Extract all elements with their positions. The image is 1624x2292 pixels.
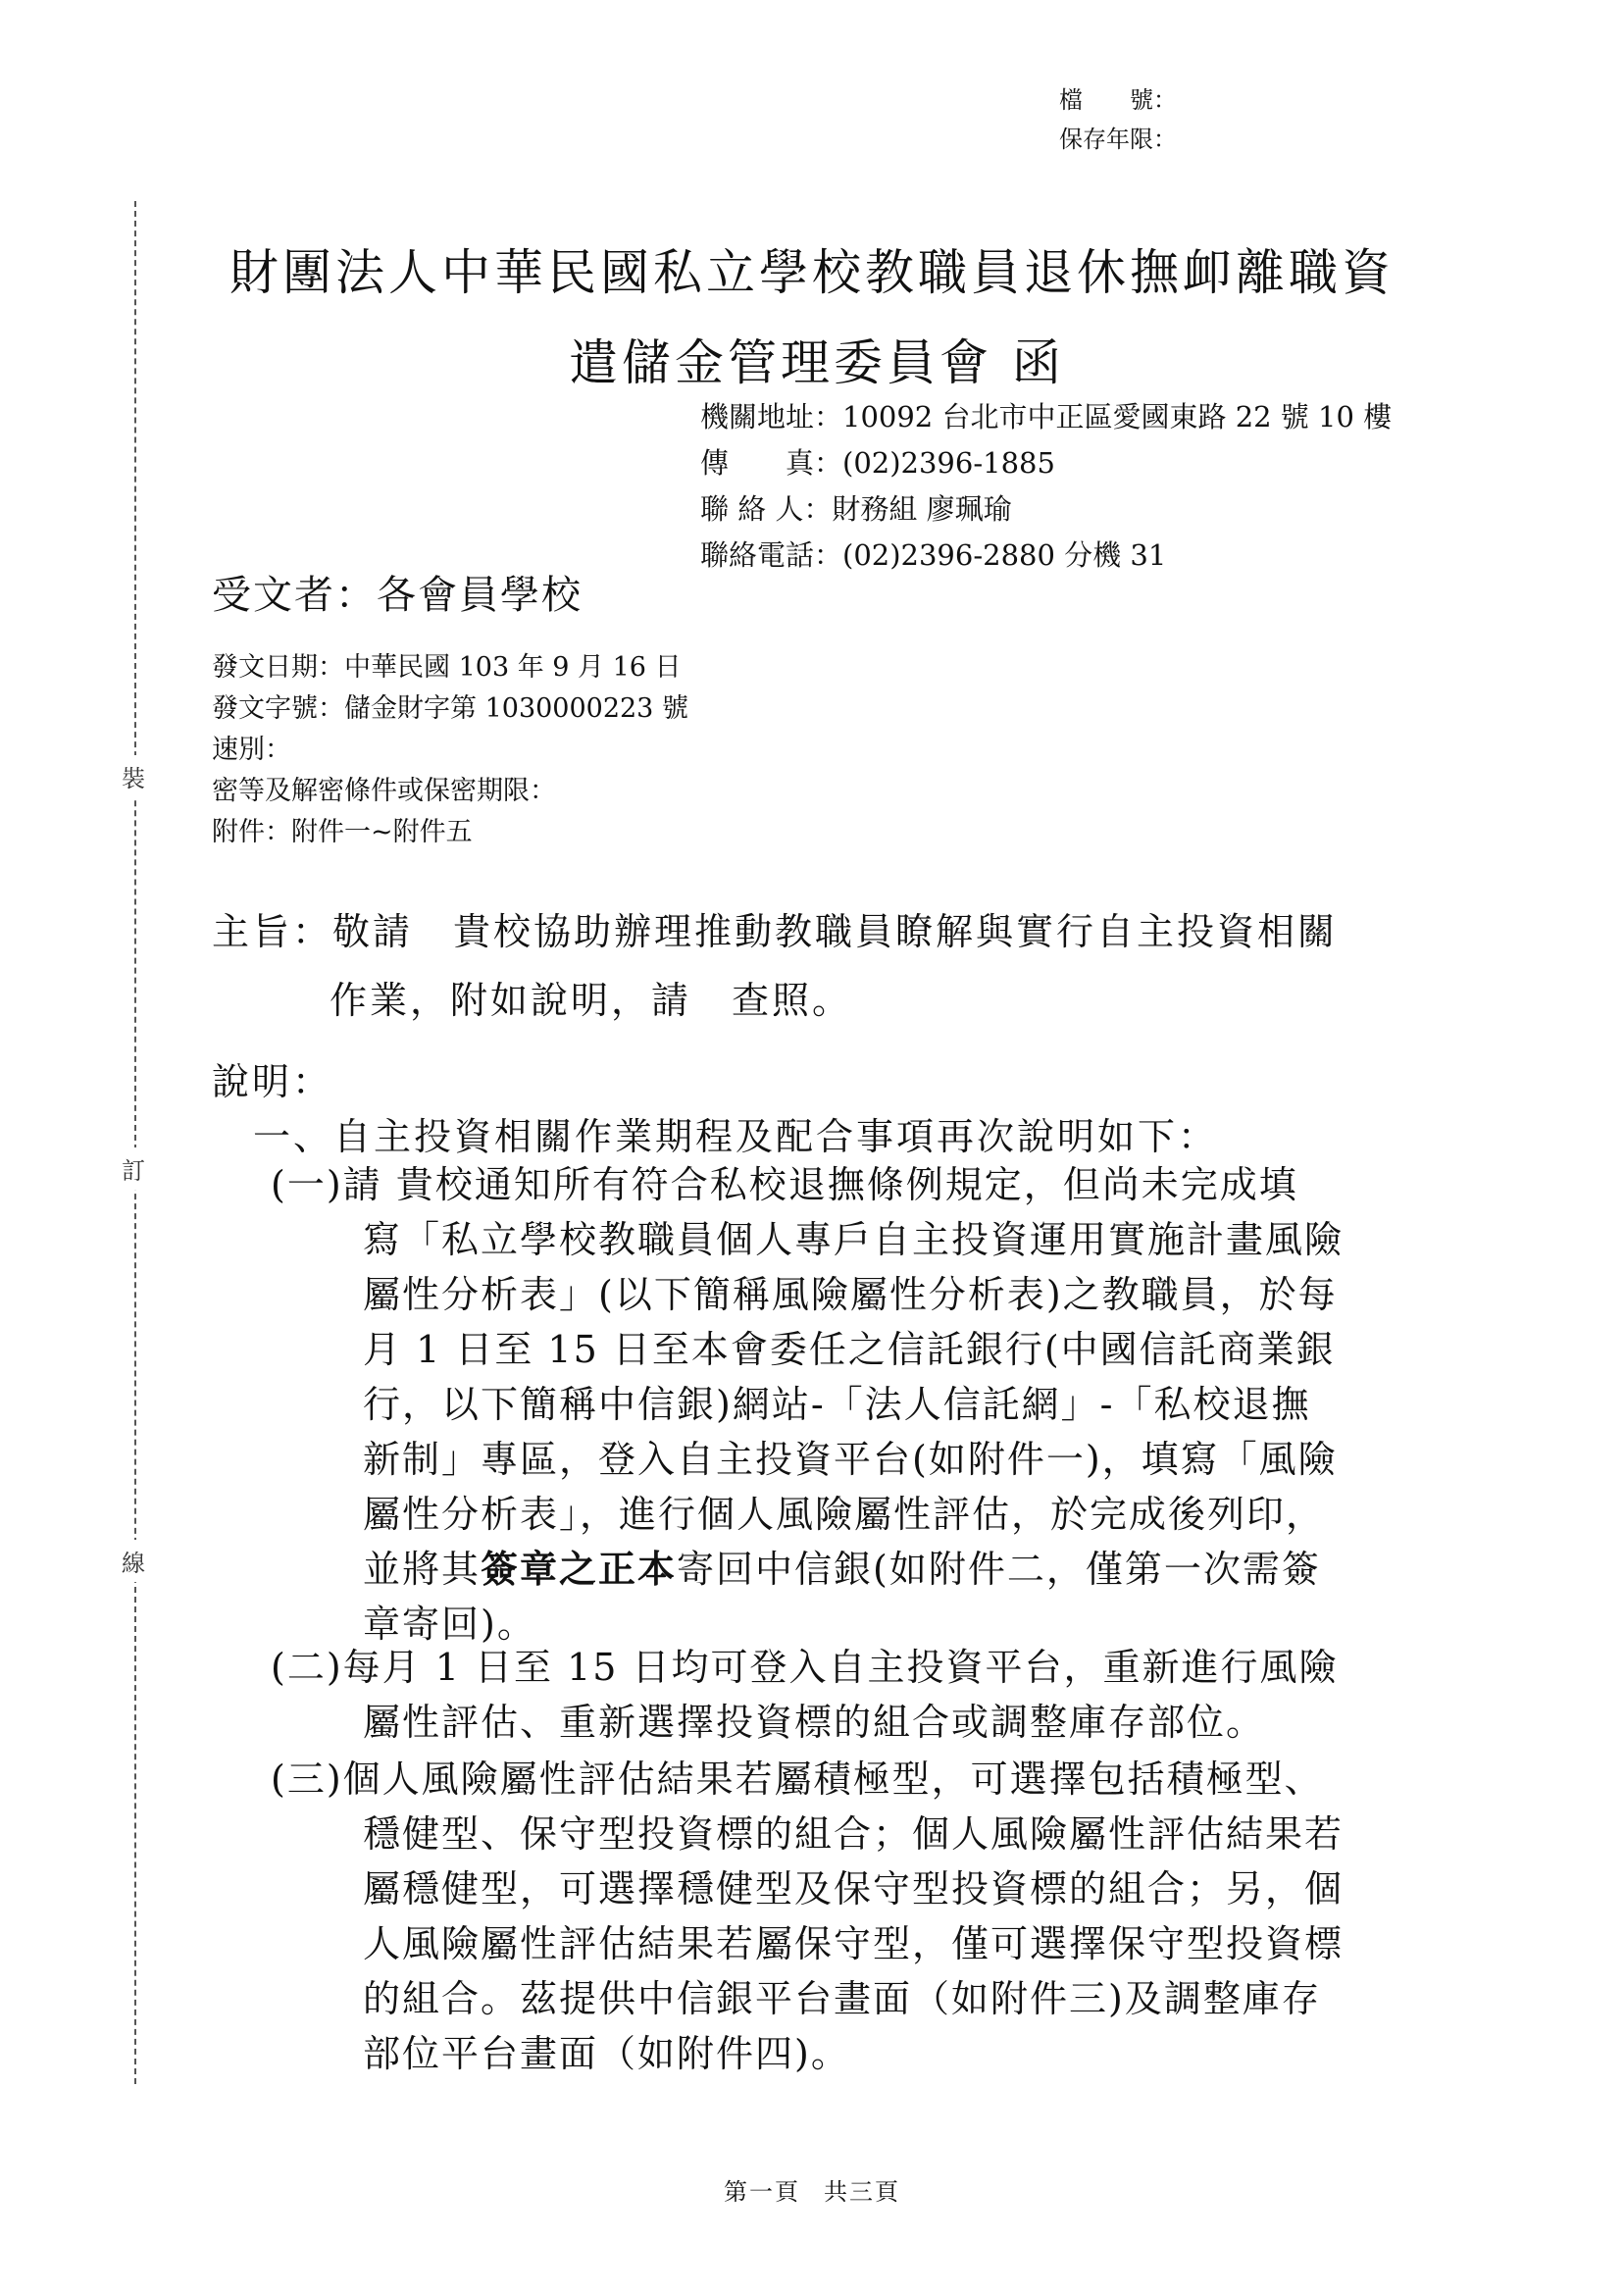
- sub1-line8-bold: 簽章之正本: [481, 1547, 678, 1591]
- attachments: 附件：附件一~附件五: [212, 817, 473, 847]
- document-title-line1: 財團法人中華民國私立學校教職員退休撫卹離職資: [229, 244, 1395, 301]
- contact-person: 聯 絡 人：財務組 廖珮瑜: [700, 492, 1012, 526]
- document-number: 發文字號：儲金財字第 1030000223 號: [212, 693, 688, 724]
- sub-item-3: [271, 1752, 1344, 2081]
- binding-line: [134, 201, 136, 2084]
- sub3-line: 人風險屬性評估結果若屬保守型，僅可選擇保守型投資標: [363, 1922, 1345, 1965]
- binding-char-xian: 線: [122, 1540, 145, 1582]
- sub3-line: 部位平台畫面（如附件四)。: [363, 2032, 850, 2075]
- speed-class: 速別：: [212, 735, 291, 765]
- sub1-line: 行，以下簡稱中信銀)網站-「法人信託網」-「私校退撫: [363, 1383, 1311, 1426]
- sub1-line: 寫「私立學校教職員個人專戶自主投資運用實施計畫風險: [363, 1218, 1345, 1261]
- sub-item-1: [271, 1157, 1344, 1652]
- page-total: 共三頁: [824, 2178, 900, 2206]
- sub1-line8-post: 寄回中信銀(如附件二，僅第一次需簽: [677, 1548, 1321, 1591]
- sub2-line: (二)每月 1 日至 15 日均可登入自主投資平台，重新進行風險: [271, 1646, 1339, 1689]
- sub1-line8-pre: 並將其: [363, 1548, 482, 1591]
- security-level: 密等及解密條件或保密期限：: [212, 776, 556, 806]
- binding-char-ding: 訂: [122, 1147, 145, 1190]
- sub3-line: (三)個人風險屬性評估結果若屬積極型，可選擇包括積極型、: [271, 1757, 1324, 1801]
- item1-title: 一、自主投資相關作業期程及配合事項再次說明如下：: [253, 1115, 1219, 1158]
- contact-phone: 聯絡電話：(02)2396-2880 分機 31: [700, 538, 1167, 572]
- document-title-line2: 遣儲金管理委員會 函: [569, 334, 1065, 391]
- sub1-line: 章寄回)。: [363, 1603, 536, 1646]
- retention-period: 保存年限：: [1059, 126, 1177, 153]
- sub3-line: 穩健型、保守型投資標的組合；個人風險屬性評估結果若: [363, 1812, 1345, 1856]
- sub3-line: 的組合。茲提供中信銀平台畫面（如附件三)及調整庫存: [363, 1977, 1321, 2020]
- sub1-line: 屬性分析表」(以下簡稱風險屬性分析表)之教職員，於每: [363, 1273, 1338, 1316]
- sub2-line: 屬性評估、重新選擇投資標的組合或調整庫存部位。: [363, 1701, 1266, 1744]
- description-heading: 說明：: [212, 1060, 333, 1103]
- subject-line1: 主旨：敬請 貴校協助辦理推動教職員瞭解與實行自主投資相關: [212, 910, 1339, 953]
- sub1-line: (一)請 貴校通知所有符合私校退撫條例規定，但尚未完成填: [271, 1163, 1298, 1206]
- sub3-line: 屬穩健型，可選擇穩健型及保守型投資標的組合；另，個: [363, 1867, 1345, 1910]
- page-footer: [0, 2172, 1624, 2207]
- issue-date: 發文日期：中華民國 103 年 9 月 16 日: [212, 652, 682, 683]
- sub1-line: [271, 1542, 1344, 1597]
- binding-char-zhuang: 裝: [122, 755, 145, 797]
- sub1-line: 新制」專區，登入自主投資平台(如附件一)，填寫「風險: [363, 1438, 1338, 1481]
- sub1-line: 月 1 日至 15 日至本會委任之信託銀行(中國信託商業銀: [363, 1328, 1336, 1371]
- page-number: 第一頁: [724, 2178, 800, 2206]
- file-meta: [1059, 80, 1177, 159]
- subject: [212, 897, 1338, 1035]
- agency-address: 機關地址：10092 台北市中正區愛國東路 22 號 10 樓: [700, 400, 1393, 433]
- subject-line2: 作業，附如說明，請 查照。: [330, 979, 853, 1022]
- archive-number: 檔 號：: [1059, 86, 1177, 114]
- fax-number: 傳 真：(02)2396-1885: [700, 446, 1055, 480]
- recipient: 受文者：各會員學校: [212, 573, 583, 618]
- document-meta: [212, 647, 688, 853]
- sub-item-2: [271, 1640, 1339, 1750]
- contact-block: [700, 394, 1392, 579]
- sub1-line: 屬性分析表」，進行個人風險屬性評估，於完成後列印，: [363, 1493, 1326, 1536]
